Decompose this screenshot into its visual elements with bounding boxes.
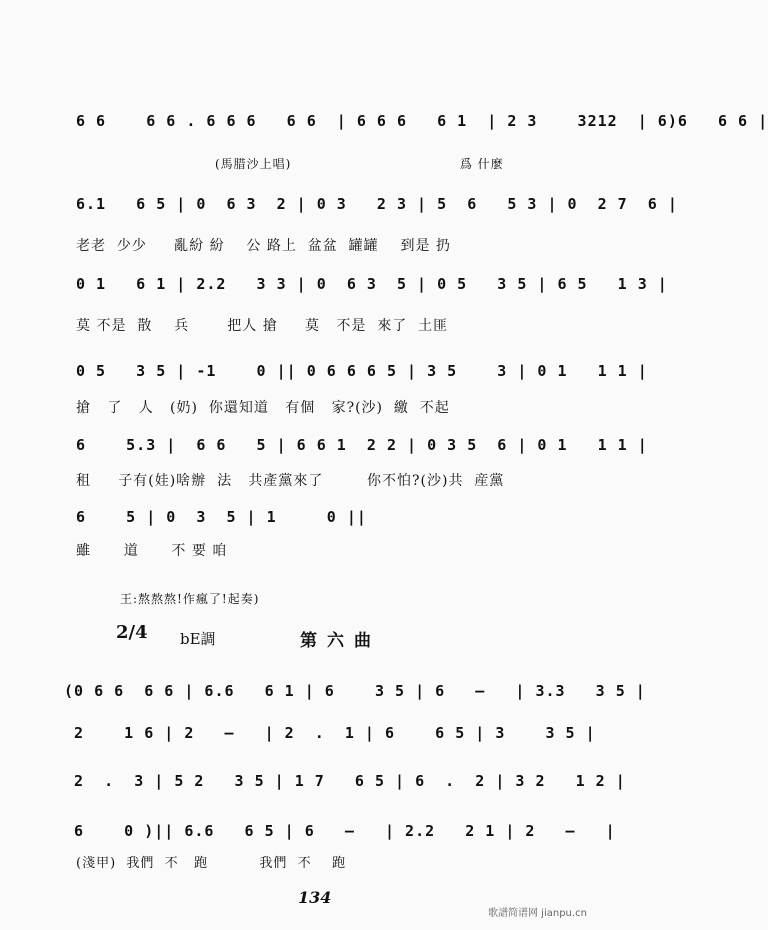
lyric-line-6: 雖 道 不 要 咱 xyxy=(76,543,228,559)
lyric-line-2: 老老 少少 亂紛 紛 公 路上 盆盆 罐罐 到是 扔 xyxy=(76,238,451,254)
score-line-9: 2 . 3 | 5 2 3 5 | 1 7 6 5 | 6 . 2 | 3 2 1 2 | xyxy=(64,772,626,790)
score-line-2: 6.1 6 5 | 0 6 3 2 | 0 3 2 3 | 5 6 5 3 | 0 2 7 6 | xyxy=(76,195,678,213)
cue-line: 王:熬熬熬!作瘋了!起奏) xyxy=(120,592,260,606)
score-line-3: 0 1 6 1 | 2.2 3 3 | 0 6 3 5 | 0 5 3 5 | 6 5 1 3 | xyxy=(76,275,668,293)
section-key: bE調 xyxy=(180,630,216,648)
lyric-line-10: (淺甲) 我們 不 跑 我們 不 跑 xyxy=(76,856,347,871)
score-line-6: 6 5 | 0 3 5 | 1 0 || xyxy=(76,508,367,526)
lyric-line-4: 搶 了 人 (奶) 你還知道 有個 家?(沙) 繳 不起 xyxy=(76,400,450,416)
score-line-5: 6 5.3 | 6 6 5 | 6 6 1 2 2 | 0 3 5 6 | 0 1 1 1 | xyxy=(76,436,648,454)
watermark: 歌譜简谱网 jianpu.cn xyxy=(488,908,587,919)
score-line-10: 6 0 )|| 6.6 6 5 | 6 — | 2.2 2 1 | 2 — | xyxy=(64,822,616,840)
score-line-8: 2 1 6 | 2 — | 2 . 1 | 6 6 5 | 3 3 5 | xyxy=(64,724,596,742)
score-line-4: 0 5 3 5 | -1 0 || 0 6 6 6 5 | 3 5 3 | 0 1 1 1 | xyxy=(76,362,648,380)
score-line-1: 6 6 6 6 . 6 6 6 6 6 | 6 6 6 6 1 | 2 3 3212 | 6)6 6 6 | xyxy=(76,112,768,130)
lyric-line-1: (馬腊沙上唱) 爲 什麼 xyxy=(215,157,504,171)
lyric-line-5: 租 子有(娃)啥辦 法 共產黨來了 你不怕?(沙)共 産黨 xyxy=(76,473,505,489)
page-number: 134 xyxy=(298,888,332,907)
section-title: 第六曲 xyxy=(300,631,381,651)
lyric-line-3: 莫 不是 散 兵 把人 搶 莫 不是 來了 土匪 xyxy=(76,318,449,334)
time-signature: 2/4 xyxy=(116,622,148,643)
score-line-7: (0 6 6 6 6 | 6.6 6 1 | 6 3 5 | 6 — | 3.3 3 5 | xyxy=(64,682,646,700)
